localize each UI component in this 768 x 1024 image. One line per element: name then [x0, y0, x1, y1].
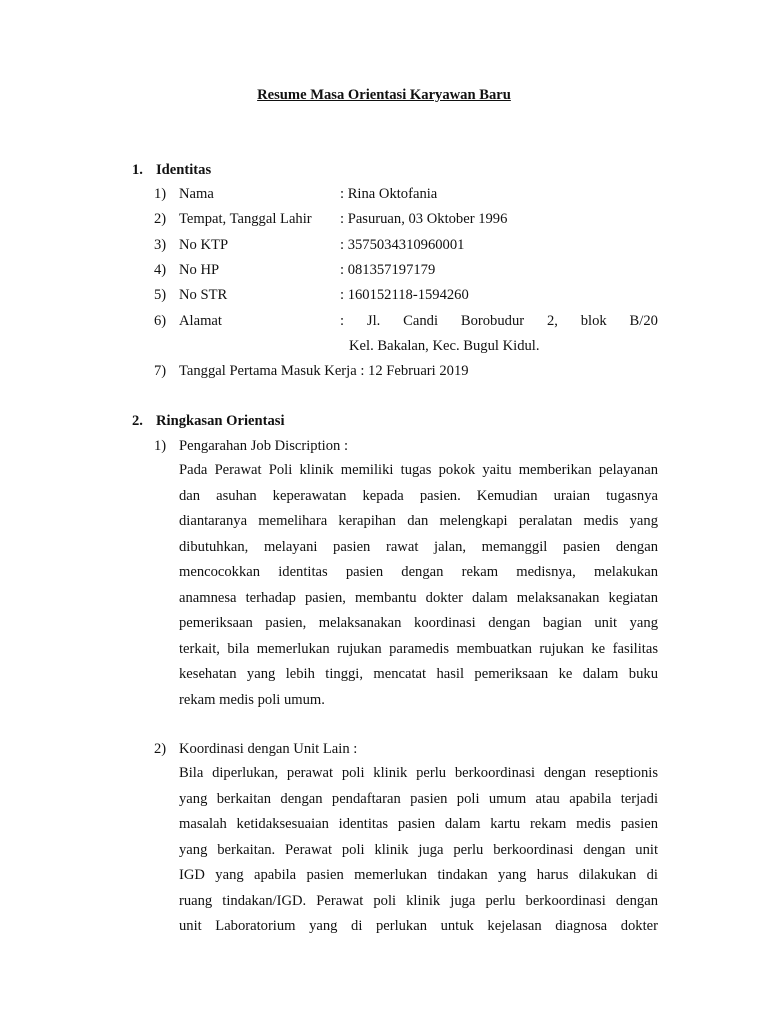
paragraph-line: diantaranya memelihara kerapihan dan melengkapi peralatan medis yang [179, 513, 658, 529]
paragraph-line: rekam medis poli umum. [179, 691, 325, 708]
field-label: No STR [179, 287, 228, 303]
job-description-paragraph [179, 458, 658, 713]
identity-row-ktp [0, 235, 768, 255]
paragraph-line: kesehatan yang lebih tinggi, mencatat hasil pemeriksaan ke dalam buku [179, 666, 658, 682]
field-label: Alamat [179, 313, 222, 329]
paragraph-line: unit Laboratorium yang di perlukan untuk kejelasan diagnosa dokter [179, 918, 658, 934]
address-word: Borobudur [460, 313, 525, 329]
paragraph-line: yang berkaitan. Perawat poli klinik juga perlu berkoordinasi dengan unit [179, 841, 658, 858]
paragraph-line: IGD yang apabila pasien memerlukan tindakan yang harus dilakukan di [179, 867, 658, 883]
identity-row-first-day [0, 361, 768, 381]
field-label: Nama [179, 186, 214, 202]
paragraph-line: masalah ketidaksesuaian identitas pasien dalam kartu rekam medis pasien [179, 816, 658, 832]
page-title: Resume Masa Orientasi Karyawan Baru [257, 87, 511, 103]
identity-row-alamat-cont [0, 336, 768, 356]
item-number: 1) [154, 186, 167, 202]
paragraph-line: mencocokkan identitas pasien dengan rekam medisnya, melakukan [179, 564, 658, 580]
identity-row-str [0, 285, 768, 305]
paragraph-line: terkait, bila memerlukan rujukan paramedis membuatkan rujukan ke fasilitas [179, 640, 658, 657]
subsection-heading: Koordinasi dengan Unit Lain : [179, 741, 358, 757]
paragraph-line: dibutuhkan, melayani pasien rawat jalan, memanggil pasien dengan [179, 538, 658, 555]
subsection-job-description-header [0, 436, 768, 456]
field-label: Tempat, Tanggal Lahir [179, 211, 312, 227]
field-value: : 081357197179 [340, 262, 436, 278]
item-number: 3) [154, 237, 167, 253]
identity-row-hp [0, 260, 768, 280]
item-number: 1) [154, 438, 167, 454]
address-word: 2, [546, 313, 558, 329]
identity-row-nama [0, 184, 768, 204]
field-value: : Rina Oktofania [340, 186, 438, 202]
identity-row-alamat [0, 311, 768, 331]
field-value: : Pasuruan, 03 Oktober 1996 [340, 211, 508, 227]
field-value: : 3575034310960001 [340, 237, 465, 253]
subsection-heading: Pengarahan Job Discription : [179, 438, 349, 454]
field-value: : 160152118-1594260 [340, 287, 469, 303]
paragraph-line: anamnesa terhadap pasien, membantu dokter dalam melaksanakan kegiatan [179, 589, 658, 606]
item-number: 7) [154, 363, 167, 379]
section-number: 1. [132, 162, 143, 178]
address-word: Jl. [366, 313, 381, 329]
section-number: 2. [132, 413, 143, 429]
field-label: No KTP [179, 237, 229, 253]
item-number: 5) [154, 287, 167, 303]
item-number: 4) [154, 262, 167, 278]
koordinasi-paragraph [179, 761, 658, 940]
address-word: blok [580, 313, 607, 329]
address-word: Candi [403, 313, 439, 329]
section-ringkasan-header [0, 411, 768, 431]
field-label: No HP [179, 262, 220, 278]
section-identitas-header [0, 160, 768, 180]
paragraph-line: Bila diperlukan, perawat poli klinik perlu berkoordinasi dengan reseptionis [179, 765, 658, 781]
identity-row-ttl [0, 209, 768, 229]
item-number: 2) [154, 741, 167, 757]
paragraph-line: yang berkaitan dengan pendaftaran pasien poli umum atau apabila terjadi [179, 790, 658, 807]
paragraph-line: pemeriksaan pasien, melaksanakan koordinasi dengan bagian unit yang [179, 615, 658, 631]
item-number: 6) [154, 313, 167, 329]
paragraph-line: dan asuhan keperawatan kepada pasien. Kemudian uraian tugasnya [179, 487, 658, 504]
address-word: : [340, 313, 345, 329]
first-day-text: Tanggal Pertama Masuk Kerja : 12 Februari 2019 [179, 363, 469, 379]
subsection-koordinasi-header [0, 739, 768, 759]
item-number: 2) [154, 211, 167, 227]
paragraph-line: ruang tindakan/IGD. Perawat poli klinik juga perlu berkoordinasi dengan [179, 892, 658, 909]
address-line-2: Kel. Bakalan, Kec. Bugul Kidul. [349, 338, 540, 354]
section-title: Identitas [156, 162, 212, 178]
address-line-1 [340, 311, 658, 331]
section-title: Ringkasan Orientasi [156, 413, 285, 429]
paragraph-line: Pada Perawat Poli klinik memiliki tugas pokok yaitu memberikan pelayanan [179, 462, 658, 478]
address-word: B/20 [629, 313, 658, 329]
